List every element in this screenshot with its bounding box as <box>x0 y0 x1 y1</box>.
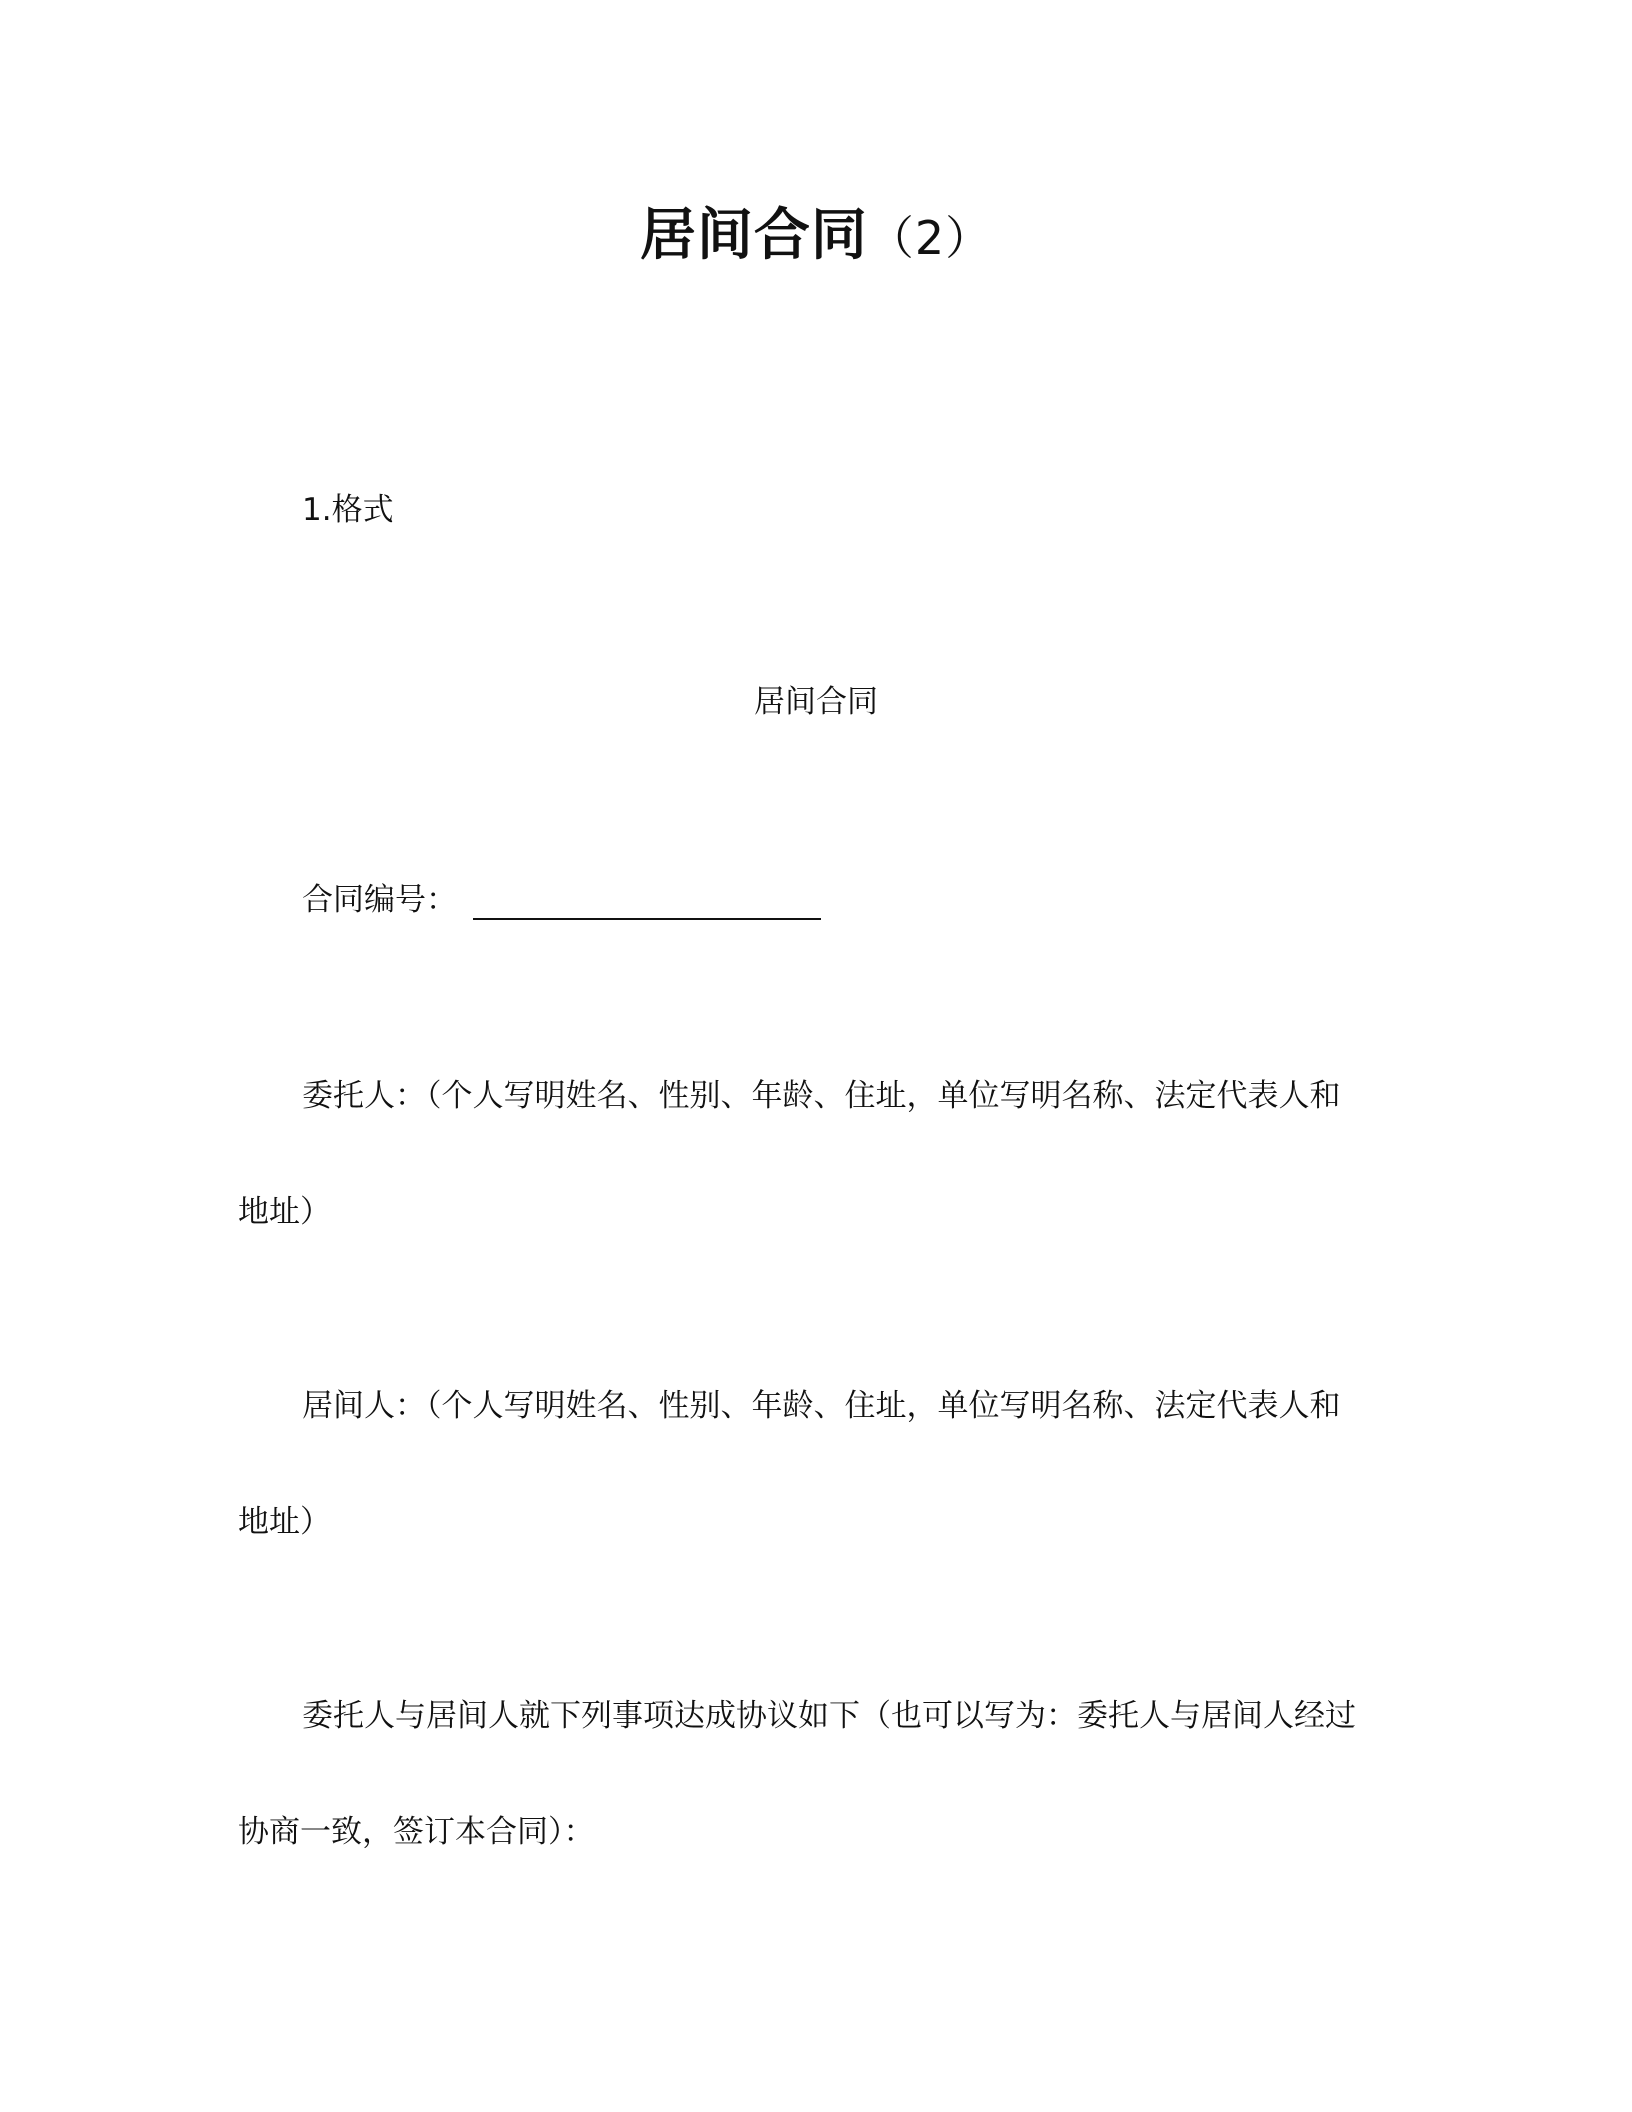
contract-number-blank <box>473 882 821 920</box>
agreement-line-1: 委托人与居间人就下列事项达成协议如下（也可以写为：委托人与居间人经过 <box>302 1698 1356 1734</box>
contract-number-row <box>302 880 821 920</box>
principal-line-1: 委托人：（个人写明姓名、性别、年龄、住址，单位写明名称、法定代表人和 <box>302 1078 1341 1114</box>
principal-line-2: 地址） <box>238 1194 331 1230</box>
agreement-line-2: 协商一致，签订本合同）： <box>238 1814 595 1850</box>
intermediary-line-2: 地址） <box>238 1504 331 1540</box>
section-heading: 1.格式 <box>302 492 394 528</box>
document-title-suffix: （2） <box>867 211 993 265</box>
contract-number-label: 合同编号： <box>302 882 457 918</box>
contract-heading: 居间合同 <box>754 684 878 720</box>
intermediary-line-1: 居间人：（个人写明姓名、性别、年龄、住址，单位写明名称、法定代表人和 <box>302 1388 1341 1424</box>
document-title <box>0 200 1632 274</box>
document-title-text: 居间合同 <box>639 203 868 268</box>
